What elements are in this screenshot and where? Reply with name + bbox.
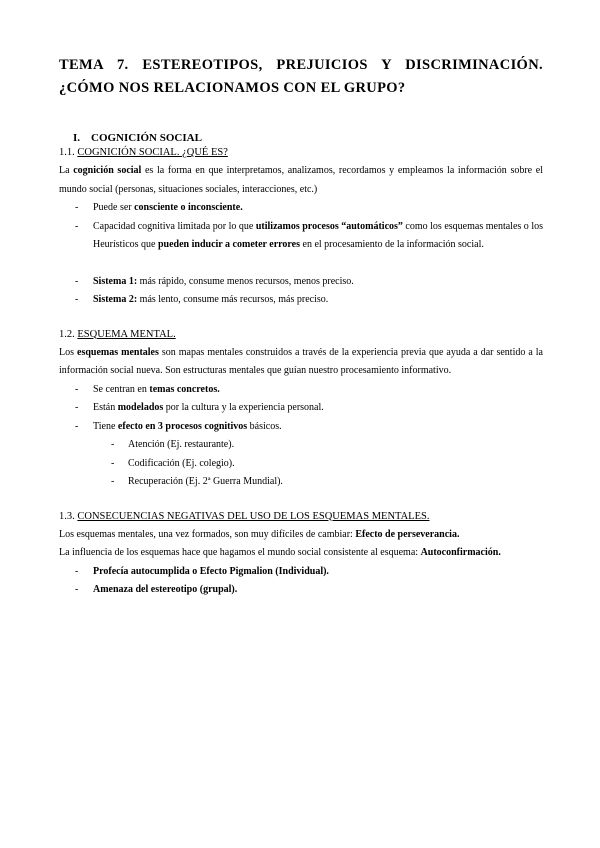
bullet-list xyxy=(59,563,543,600)
text: son mapas mentales construidos a través de la experiencia previa que ayuda a dar sentido a la información social nueva. Son estructuras mentales que guían nuestro procesamiento informativo. xyxy=(59,346,543,376)
list-item xyxy=(59,273,543,292)
bold-term: Profecía autocumplida o Efecto Pigmalion (Individual). xyxy=(93,565,329,577)
bold-term: esquemas mentales xyxy=(77,346,159,358)
subsection-title: CONSECUENCIAS NEGATIVAS DEL USO DE LOS ESQUEMAS MENTALES. xyxy=(77,510,430,522)
subsection-heading-1-1 xyxy=(59,144,543,162)
list-item xyxy=(59,291,543,310)
bold-term: Efecto de perseverancia. xyxy=(355,528,460,540)
title-line-1: TEMA 7. ESTEREOTIPOS, PREJUICIOS Y DISCRIMINACIÓN. xyxy=(59,57,543,73)
document-title xyxy=(59,54,543,100)
list-item xyxy=(59,218,543,255)
text: básicos. xyxy=(247,420,282,432)
bold-term: Autoconfirmación. xyxy=(420,547,501,558)
list-item xyxy=(59,199,543,218)
text: como los esquemas mentales o los Heurísticos que xyxy=(93,220,543,250)
paragraph xyxy=(59,526,543,545)
bold-term: efecto en 3 procesos cognitivos xyxy=(117,420,248,432)
paragraph xyxy=(59,544,543,563)
subsection-number: 1.3. xyxy=(59,510,75,522)
text: es la forma en que interpretamos, analizamos, recordamos y empleamos la información sobre el mundo social (personas, situaciones sociales, interacciones, etc.) xyxy=(59,165,543,195)
paragraph xyxy=(59,344,543,381)
list-item xyxy=(59,399,543,418)
bold-term: temas concretos. xyxy=(149,383,220,395)
subsection-title: ESQUEMA MENTAL. xyxy=(77,328,176,340)
list-item xyxy=(59,418,543,437)
title-line-2: ¿CÓMO NOS RELACIONAMOS CON EL GRUPO? xyxy=(59,80,406,96)
text: en el procesamiento de la información social. xyxy=(300,239,484,250)
paragraph xyxy=(59,162,543,199)
text: Puede ser xyxy=(93,202,135,213)
text: Están xyxy=(93,402,118,413)
text: La xyxy=(59,165,74,176)
section-number: I. xyxy=(73,132,81,144)
bold-term: pueden inducir a cometer errores xyxy=(158,239,301,250)
text: Tiene xyxy=(93,420,118,432)
text: Los esquemas mentales, una vez formados, son muy difíciles de cambiar: xyxy=(59,528,356,540)
text: La influencia de los esquemas hace que hagamos el mundo social consistente al esquema: xyxy=(59,547,421,558)
bold-term: consciente o inconsciente. xyxy=(134,202,243,213)
subsection-heading-1-2 xyxy=(59,326,543,344)
bullet-list xyxy=(59,273,543,310)
subsection-title: COGNICIÓN SOCIAL. ¿QUÉ ES? xyxy=(77,147,228,158)
list-item xyxy=(59,581,543,600)
section-heading xyxy=(59,132,543,144)
sub-bullet-list xyxy=(59,436,543,492)
bold-term: Sistema 2: xyxy=(93,294,138,305)
bold-term: Amenaza del estereotipo (grupal). xyxy=(93,584,238,595)
bold-term: cognición social xyxy=(73,165,142,176)
list-item: - Recuperación (Ej. 2ª Guerra Mundial). xyxy=(59,473,543,492)
bold-term: utilizamos procesos “automáticos” xyxy=(255,220,403,232)
text: por la cultura y la experiencia personal. xyxy=(163,402,324,413)
list-item: - Atención (Ej. restaurante). xyxy=(59,436,543,455)
subsection-heading-1-3 xyxy=(59,508,543,526)
subsection-number: 1.1. xyxy=(59,147,75,158)
text: Los xyxy=(59,346,77,358)
section-title: COGNICIÓN SOCIAL xyxy=(91,132,202,144)
list-item xyxy=(59,563,543,582)
text: Se centran en xyxy=(93,383,150,395)
bullet-list xyxy=(59,199,543,255)
text: Capacidad cognitiva limitada por lo que xyxy=(93,220,256,232)
bullet-list xyxy=(59,381,543,437)
bold-term: modelados xyxy=(117,402,164,413)
list-item: - Codificación (Ej. colegio). xyxy=(59,455,543,474)
list-item xyxy=(59,381,543,400)
text: más rápido, consume menos recursos, menos preciso. xyxy=(137,275,354,287)
subsection-number: 1.2. xyxy=(59,328,75,340)
bold-term: Sistema 1: xyxy=(93,275,138,287)
text: más lento, consume más recursos, más preciso. xyxy=(137,294,329,305)
